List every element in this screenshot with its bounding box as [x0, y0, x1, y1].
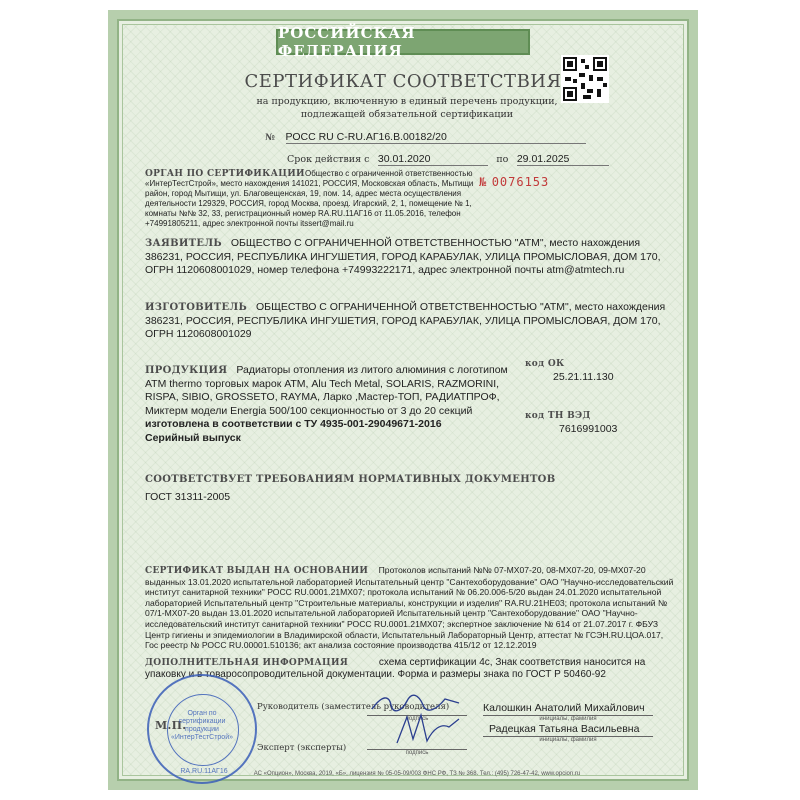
subtitle-line-2: подлежащей обязательной сертификации [300, 109, 514, 120]
basis-section [145, 565, 677, 651]
valid-to-label: по [496, 154, 509, 165]
additional-label: ДОПОЛНИТЕЛЬНАЯ ИНФОРМАЦИЯ [145, 658, 349, 668]
manufacturer-text: ОБЩЕСТВО С ОГРАНИЧЕННОЙ ОТВЕТСТВЕННОСТЬЮ "АТМ", место нахождения 386231, РОССИЯ, РЕСПУБЛИКА ИНГУШЕТИЯ, ГОРОД КАРАБУЛАК, УЛИЦА ПРОМЫСЛОВАЯ, ДОМ 170, ОГРН 1120608001029 [145, 301, 666, 340]
tnved-code: 7616991003 [559, 423, 618, 435]
certificate-sheet [108, 10, 698, 790]
country-banner: РОССИЙСКАЯ ФЕДЕРАЦИЯ [276, 29, 530, 55]
expert-name-caption: инициалы, фамилия [483, 736, 653, 743]
stamp-reg: RA.RU.11АГ16 [180, 768, 228, 775]
conformity-standard: ГОСТ 31311-2005 [145, 491, 231, 503]
expert-signature-label: Эксперт (эксперты) [257, 743, 347, 753]
okp-code: 25.21.11.130 [553, 371, 614, 383]
product-text: Радиаторы отопления из литого алюминия с логотипом АТМ thermo торговых марок АТМ, Alu Tech Metal, SOLARIS, RAZMORINI, RISPA, SIBIO, GROSSETO, RAYMA, Ларко ,Мастер-ТОП, РАДИАТПРОФ, Миктерм модели Energia 500/100 секционностью от 3 до 20 секций [145, 364, 508, 417]
valid-from-date: 30.01.2020 [378, 153, 488, 166]
valid-to-date: 29.01.2025 [517, 153, 609, 166]
expert-signature-icon [387, 709, 467, 749]
applicant-section [145, 237, 675, 278]
product-label: ПРОДУКЦИЯ [145, 365, 228, 376]
printer-footer: АС «Опцион», Москва, 2019, «Б», лицензия № 05-05-09/003 ФНС РФ, ТЗ № 368. Тел.: (495) 726-47-42, www.opcion.ru [253, 771, 581, 777]
expert-sign-caption: подпись [367, 749, 467, 756]
product-section [145, 364, 515, 445]
organ-label: ОРГАН ПО СЕРТИФИКАЦИИ [145, 169, 305, 179]
tnved-label: код ТН ВЭД [525, 411, 591, 421]
mp-label: М.П. [155, 719, 187, 732]
basis-text: Протоколов испытаний №№ 07-МХ07-20, 08-МХ07-20, 09-МХ07-20 выданных 13.01.2020 испытательной лабораторией Испытательный центр "Сантехоборудование" ОАО "Научно-исследовательский институт санитарной техники" РОСС RU.0001.21МХ07; протокола испытаний № 06.20.006-5/20 выдан 24.01.2020 испытательной лабораторией Испытательный центр "Строительные материалы, конструкции и изделия" RA.RU.21НЕ03; протокола испытаний № 07/1-МХ07-20 выдан 13.01.2020 испытательной лабораторией Испытательный центр "Сантехоборудование" ОАО "Научно-исследовательский институт санитарной техники" РОСС RU.0001.21МХ07; экспертное заключение № 614 от 21.07.2017 г. ФБУЗ Центр гигиены и эпидемиологии в Владимирской области, Испытательный Лабораторный Центр, аттестат № ГСЭН.RU.ЦОА.017, Гос реестр № РОСС RU.00001.510136; акт анализа состояние производства 415/12 от 12.12.2019 [145, 565, 674, 651]
certification-stamp [147, 674, 257, 784]
head-signature-label: Руководитель (заместитель руководителя) [257, 702, 450, 712]
additional-section [145, 657, 677, 681]
stamp-text: Орган по сертификации продукции «ИнтерТестСтрой» [170, 710, 234, 741]
head-name-caption: инициалы, фамилия [483, 715, 653, 722]
registration-number-row [265, 127, 595, 145]
basis-label: СЕРТИФИКАТ ВЫДАН НА ОСНОВАНИИ [145, 566, 369, 576]
subtitle-line-1: на продукцию, включенную в единый перечень продукции, [256, 96, 558, 107]
okp-label: код ОК [525, 359, 565, 369]
manufacturer-section [145, 301, 675, 342]
product-spec: изготовлена в соответствии с ТУ 4935-001-29049671-2016 [145, 418, 442, 430]
additional-text: схема сертификации 4с, Знак соответствия наносится на упаковку и в товаросопроводительной документации. Форма и размеры знака по ГОСТ Р 50460-92 [145, 657, 646, 680]
validity-label: Срок действия с [287, 154, 370, 165]
form-serial-prefix: № [479, 175, 488, 189]
expert-name: Радецкая Татьяна Васильевна [489, 723, 640, 735]
head-name: Калошкин Анатолий Михайлович [483, 702, 645, 714]
form-serial-number: 0076153 [491, 175, 550, 189]
conformity-label: СООТВЕТСТВУЕТ ТРЕБОВАНИЯМ НОРМАТИВНЫХ ДОКУМЕНТОВ [145, 474, 556, 485]
reg-number: РОСС RU С-RU.АГ16.В.00182/20 [286, 131, 586, 144]
certificate-title: СЕРТИФИКАТ СООТВЕТСТВИЯ [244, 71, 562, 92]
certificate-subtitle [197, 95, 617, 121]
head-sign-caption: подпись [367, 715, 467, 722]
reg-number-prefix: № [265, 133, 276, 143]
applicant-text: ОБЩЕСТВО С ОГРАНИЧЕННОЙ ОТВЕТСТВЕННОСТЬЮ "АТМ", место нахождения 386231, РОССИЯ, РЕСПУБЛИКА ИНГУШЕТИЯ, ГОРОД КАРАБУЛАК, УЛИЦА ПРОМЫСЛОВАЯ, ДОМ 170, ОГРН 1120608001029, номер телефона +74993222171, адрес электронной почты atm@atmtech.ru [145, 237, 661, 276]
organ-text: Общество с ограниченной ответственностью «ИнтерТестСтрой», место нахождения 141021, РОССИЯ, Московская область, Мытищи район, город Мытищи, ул. Благовещенская, 19, пом. 14, адрес места осуществления деятельности 129329, РОССИЯ, город Москва, проезд. Игарский, 2, 1, помещение № 1, комнаты №№ 32, 33, регистрационный номер RA.RU.11АГ16 от 11.05.2016, телефон +74991805211, адрес электронной почты itssert@mail.ru [145, 169, 474, 228]
applicant-label: ЗАЯВИТЕЛЬ [145, 238, 222, 249]
product-release: Серийный выпуск [145, 431, 241, 444]
manufacturer-label: ИЗГОТОВИТЕЛЬ [145, 302, 248, 313]
form-serial [479, 173, 549, 191]
validity-row [287, 149, 657, 167]
